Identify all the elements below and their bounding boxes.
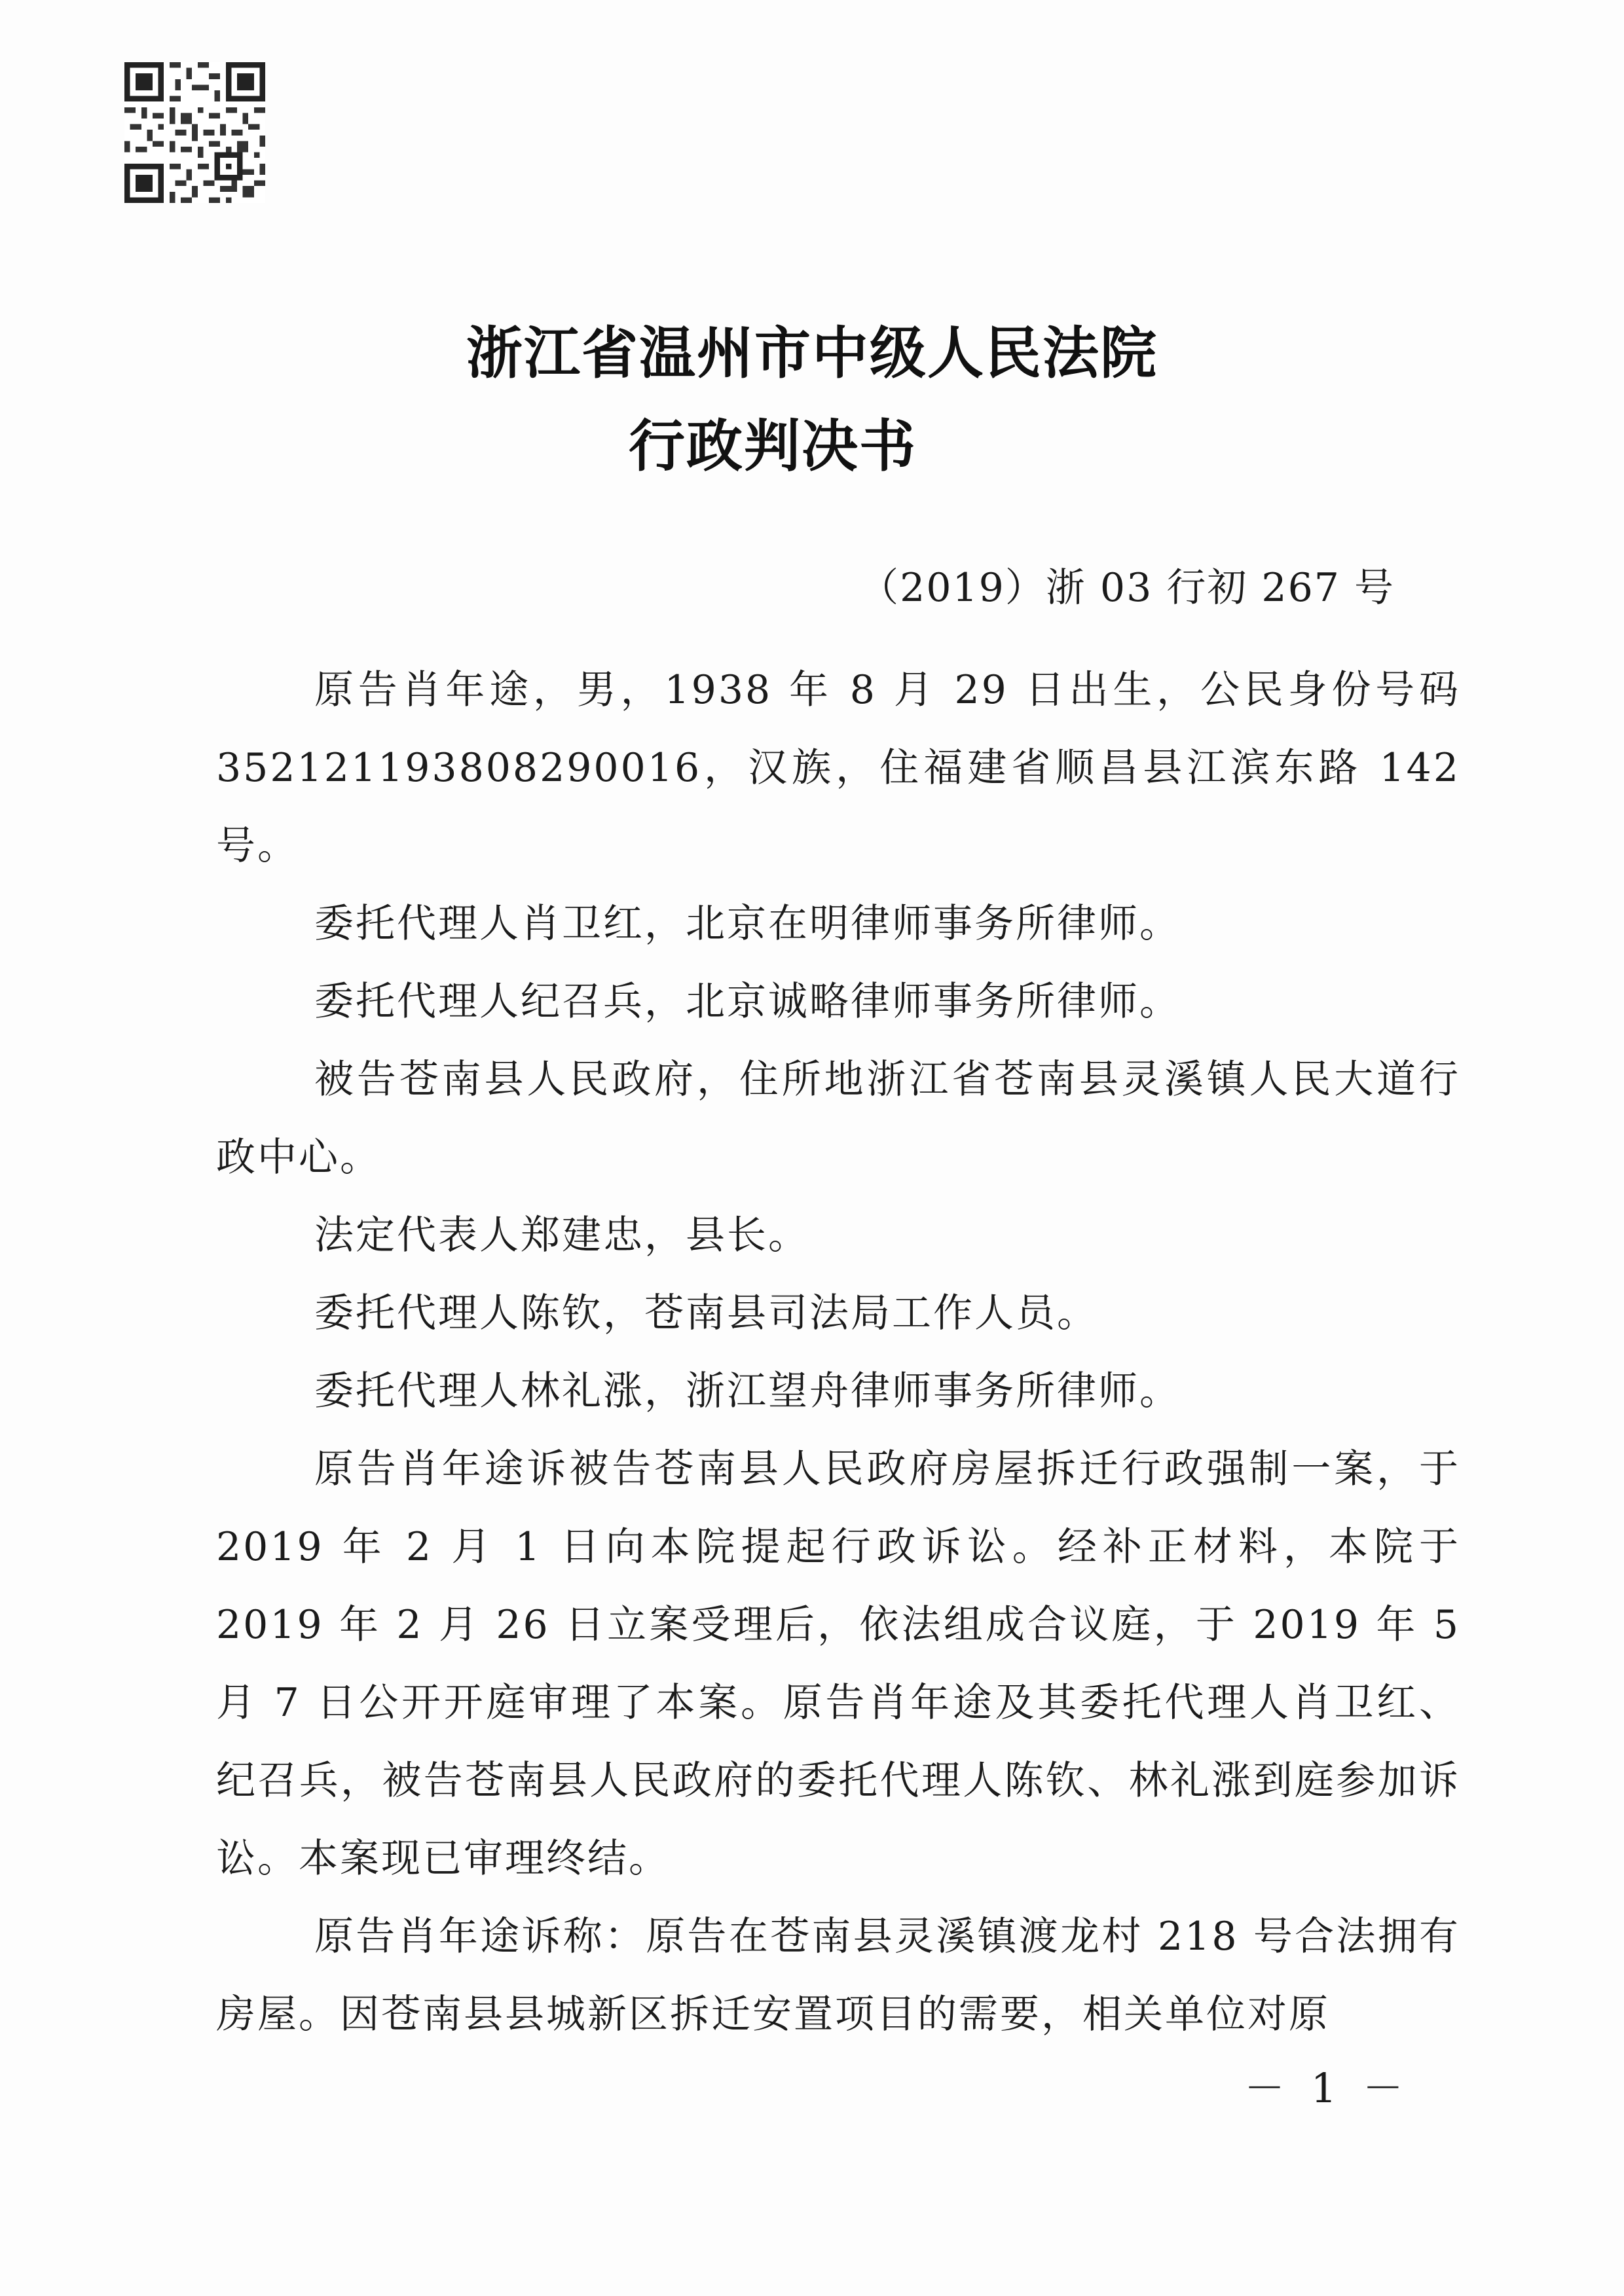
paragraph-case-procedure: 原告肖年途诉被告苍南县人民政府房屋拆迁行政强制一案，于 2019 年 2 月 1 日向本院提起行政诉讼。经补正材料，本院于 2019 年 2 月 26 日立案受理后，依法组成合议庭，于 2019 年 5 月 7 日公开开庭审理了本案。原告肖年途及其委托代理人肖卫红、纪召兵，被告苍南县人民政府的委托代理人陈钦、林礼涨到庭参加诉讼。本案现已审理终结。 <box>216 1446 1460 1882</box>
qr-finder-top-left <box>124 62 164 101</box>
paragraph-plaintiff-claim: 原告肖年途诉称：原告在苍南县灵溪镇渡龙村 218 号合法拥有房屋。因苍南县县城新区拆迁安置项目的需要，相关单位对原 <box>216 1914 1460 2037</box>
case-number: （2019）浙 03 行初 267 号 <box>859 565 1395 611</box>
paragraph-defendant-agent-1: 委托代理人陈钦，苍南县司法局工作人员。 <box>314 1290 1098 1336</box>
page-number: － 1 － <box>1244 2064 1410 2112</box>
document-type-heading: 行政判决书 <box>629 414 917 479</box>
paragraph-defendant: 被告苍南县人民政府，住所地浙江省苍南县灵溪镇人民大道行政中心。 <box>216 1057 1460 1180</box>
court-name-heading: 浙江省温州市中级人民法院 <box>466 321 1158 386</box>
paragraph-legal-representative: 法定代表人郑建忠，县长。 <box>314 1212 809 1258</box>
qr-finder-top-right <box>226 62 265 101</box>
paragraph-defendant-agent-2: 委托代理人林礼涨，浙江望舟律师事务所律师。 <box>314 1368 1181 1414</box>
paragraph-plaintiff-agent-1: 委托代理人肖卫红，北京在明律师事务所律师。 <box>314 901 1181 947</box>
paragraph-plaintiff-agent-2: 委托代理人纪召兵，北京诚略律师事务所律师。 <box>314 979 1181 1025</box>
qr-code <box>124 62 265 203</box>
paragraph-plaintiff: 原告肖年途，男，1938 年 8 月 29 日出生，公民身份号码352121193808290016，汉族，住福建省顺昌县江滨东路 142 号。 <box>216 667 1460 869</box>
qr-finder-bottom-left <box>124 164 164 203</box>
judgment-body <box>216 651 1460 2054</box>
